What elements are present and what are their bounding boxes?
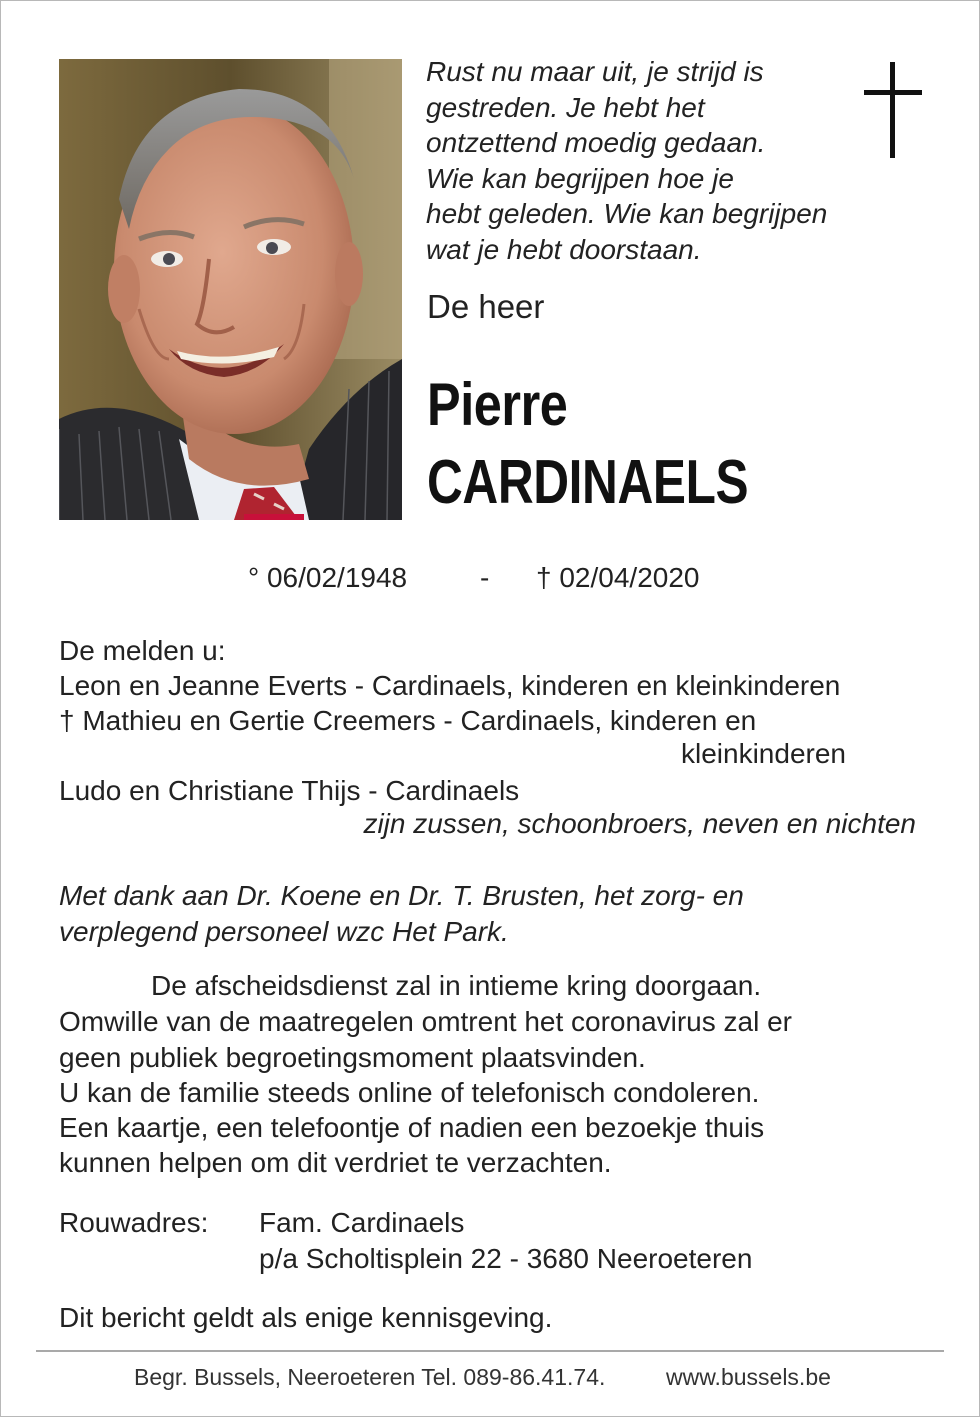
- service-line: Omwille van de maatregelen omtrent het coronavirus zal er: [59, 1006, 793, 1037]
- service-line: Een kaartje, een telefoontje of nadien een bezoekje thuis: [59, 1112, 765, 1143]
- service-line: De afscheidsdienst zal in intieme kring doorgaan.: [151, 970, 762, 1001]
- notice-text: Dit bericht geldt als enige kennisgeving.: [59, 1302, 553, 1333]
- portrait-photo: [59, 59, 402, 520]
- service-line: kunnen helpen om dit verdriet te verzachten.: [59, 1147, 612, 1178]
- thanks-line: Met dank aan Dr. Koene en Dr. T. Brusten, het zorg- en: [59, 880, 744, 911]
- announcement-intro: De melden u:: [59, 635, 226, 666]
- death-date: † 02/04/2020: [536, 562, 700, 593]
- poem-line: hebt geleden. Wie kan begrijpen: [426, 198, 828, 229]
- honorific: De heer: [427, 288, 545, 325]
- family-line: Leon en Jeanne Everts - Cardinaels, kinderen en kleinkinderen: [59, 670, 841, 701]
- family-line: Ludo en Christiane Thijs - Cardinaels: [59, 775, 520, 806]
- poem: [426, 54, 896, 267]
- family-line-continued: kleinkinderen: [681, 738, 846, 769]
- service-line: U kan de familie steeds online of telefonisch condoleren.: [59, 1077, 760, 1108]
- address-label: Rouwadres:: [59, 1207, 209, 1238]
- footer-divider: [36, 1350, 944, 1352]
- service-line: geen publiek begroetingsmoment plaatsvinden.: [59, 1042, 646, 1073]
- family-line: † Mathieu en Gertie Creemers - Cardinaels, kinderen en: [59, 705, 757, 736]
- first-name: Pierre: [427, 371, 568, 438]
- relatives-line: zijn zussen, schoonbroers, neven en nichten: [363, 808, 916, 839]
- cross-icon: [864, 62, 922, 158]
- last-name: CARDINAELS: [427, 448, 749, 517]
- address-street: p/a Scholtisplein 22 - 3680 Neeroeteren: [259, 1243, 753, 1274]
- website-link[interactable]: www.bussels.be: [666, 1364, 831, 1390]
- thanks-line: verplegend personeel wzc Het Park.: [59, 916, 509, 947]
- poem-line: wat je hebt doorstaan.: [426, 233, 702, 265]
- poem-line: gestreden. Je hebt het: [426, 91, 705, 123]
- birth-date: ° 06/02/1948: [248, 562, 408, 593]
- date-separator: -: [480, 562, 490, 593]
- address-name: Fam. Cardinaels: [259, 1207, 465, 1238]
- poem-line: ontzettend moedig gedaan.: [426, 127, 766, 158]
- poem-line: Wie kan begrijpen hoe je: [426, 162, 734, 194]
- poem-line: Rust nu maar uit, je strijd is: [426, 56, 764, 87]
- undertaker-info: Begr. Bussels, Neeroeteren Tel. 089-86.41.74.: [134, 1364, 606, 1390]
